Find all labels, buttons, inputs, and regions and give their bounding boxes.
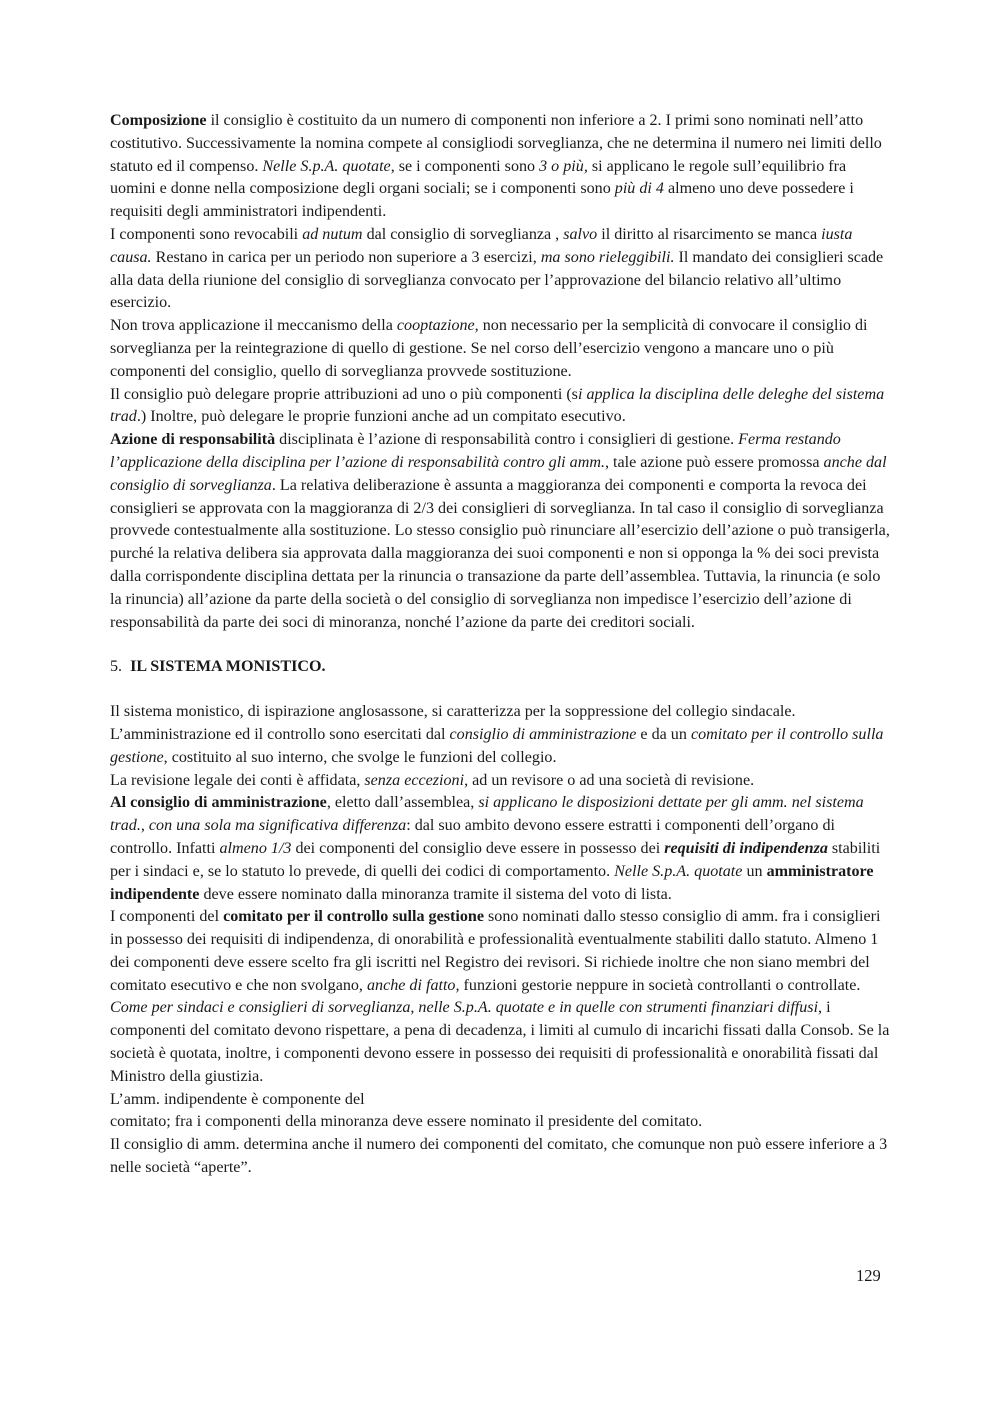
paragraph-presidente-comitato: comitato; fra i componenti della minoranza deve essere nominato il presidente del comitato.: [110, 1113, 703, 1131]
term-azione-responsabilita: Azione di responsabilità: [110, 431, 276, 449]
section-heading: [110, 656, 892, 679]
paragraph-comitato-controllo: I componenti del comitato per il controllo sulla gestione sono nominati dallo stesso consiglio di amm. fra i consiglieri in possesso dei requisiti di indipendenza, di onorabilità e professionalità eventualmente stabiliti dallo statuto. Almeno 1 dei componenti deve essere scelto fra gli iscritti nel Registro dei revisori. Si richiede inoltre che non siano membri del comitato esecutivo e che non svolgano, anche di fatto, funzioni gestorie neppure in società controllanti o controllate. Come per sindaci e consiglieri di sorveglianza, nelle S.p.A. quotate e in quelle con strumenti finanziari diffusi, i componenti del comitato devono rispettare, a pena di decadenza, i limiti al cumulo di incarichi fissati dalla Consob. Se la società è quotata, inoltre, i componenti devono essere in possesso dei requisiti di professionalità e onorabilità fissati dal Ministro della giustizia.: [110, 908, 890, 1085]
section-title: IL SISTEMA MONISTICO.: [130, 658, 326, 676]
paragraph-revisione-legale: La revisione legale dei conti è affidata, senza eccezioni, ad un revisore o ad una società di revisione.: [110, 771, 755, 789]
paragraph-amministrazione-controllo: L’amministrazione ed il controllo sono esercitati dal consiglio di amministrazione e da un comitato per il controllo sulla gestione, costituito al suo interno, che svolge le funzioni del collegio.: [110, 725, 884, 766]
section-number: 5.: [110, 658, 123, 676]
paragraph-cooptazione: Non trova applicazione il meccanismo della cooptazione, non necessario per la semplicità di convocare il consiglio di sorveglianza per la reintegrazione di quello di gestione. Se nel corso dell’esercizio vengono a mancare uno o più componenti del consiglio, quello di sorveglianza provvede sostituzione.: [110, 317, 868, 380]
paragraph-monistico-intro: Il sistema monistico, di ispirazione anglosassone, si caratterizza per la soppressione del collegio sindacale.: [110, 703, 796, 721]
paragraph-azione-responsabilita: Azione di responsabilità disciplinata è l’azione di responsabilità contro i consiglieri di gestione. Ferma restando l’applicazione della disciplina per l’azione di responsabilità contro gli amm., tale azione può essere promossa anche dal consiglio di sorveglianza. La relativa deliberazione è assunta a maggioranza dei componenti e comporta la revoca dei consiglieri se approvata con la maggioranza di 2/3 dei consiglieri di sorveglianza. In tal caso il consiglio di sorveglianza provvede contestualmente alla sostituzione. Lo stesso consiglio può rinunciare all’esercizio dell’azione o può transigerla, purché la relativa delibera sia approvata dalla maggioranza dei suoi componenti e non si opponga la % dei soci prevista dalla corrispondente disciplina dettata per la rinuncia o transazione da parte dell’assemblea. Tuttavia, la rinuncia (e solo la rinuncia) all’azione da parte della società o del consiglio di sorveglianza non impedisce l’esercizio dell’azione di responsabilità da parte dei soci di minoranza, nonché l’azione da parte dei creditori sociali.: [110, 431, 890, 631]
paragraph-composizione: Composizione il consiglio è costituito da un numero di componenti non inferiore a 2. I primi sono nominati nell’atto costitutivo. Successivamente la nomina compete al consigliodi sorveglianza, che ne determina il numero nei limiti dello statuto ed il compenso. Nelle S.p.A. quotate, se i componenti sono 3 o più, si applicano le regole sull’equilibrio fra uomini e donne nella composizione degli organi sociali; se i componenti sono più di 4 almeno uno deve possedere i requisiti degli amministratori indipendenti.: [110, 112, 882, 221]
paragraph-amm-indipendente: L’amm. indipendente è componente del: [110, 1090, 365, 1108]
document-page: [110, 110, 892, 1180]
term-composizione: Composizione: [110, 112, 207, 129]
paragraph-numero-componenti: Il consiglio di amm. determina anche il numero dei componenti del comitato, che comunque non può essere inferiore a 3 nelle società “aperte”.: [110, 1136, 888, 1177]
paragraph-consiglio-amministrazione: Al consiglio di amministrazione, eletto dall’assemblea, si applicano le disposizioni dettate per gli amm. nel sistema trad., con una sola ma significativa differenza: dal suo ambito devono essere estratti i componenti dell’organo di controllo. Infatti almeno 1/3 dei componenti del consiglio deve essere in possesso dei requisiti di indipendenza stabiliti per i sindaci e, se lo statuto lo prevede, di quelli dei codici di comportamento. Nelle S.p.A. quotate un amministratore indipendente deve essere nominato dalla minoranza tramite il sistema del voto di lista.: [110, 794, 881, 903]
paragraph-deleghe: Il consiglio può delegare proprie attribuzioni ad uno o più componenti (si applica la disciplina delle deleghe del sistema trad.) Inoltre, può delegare le proprie funzioni anche ad un compitato esecutivo.: [110, 385, 885, 426]
spacer: [110, 679, 892, 701]
paragraph-revoca: I componenti sono revocabili ad nutum dal consiglio di sorveglianza , salvo il diritto al risarcimento se manca iusta causa. Restano in carica per un periodo non superiore a 3 esercizi, ma sono rieleggibili. Il mandato dei consiglieri scade alla data della riunione del consiglio di sorveglianza convocato per l’approvazione del bilancio relativo all’ultimo esercizio.: [110, 225, 884, 312]
spacer: [110, 634, 892, 656]
page-number: 129: [856, 1266, 881, 1285]
